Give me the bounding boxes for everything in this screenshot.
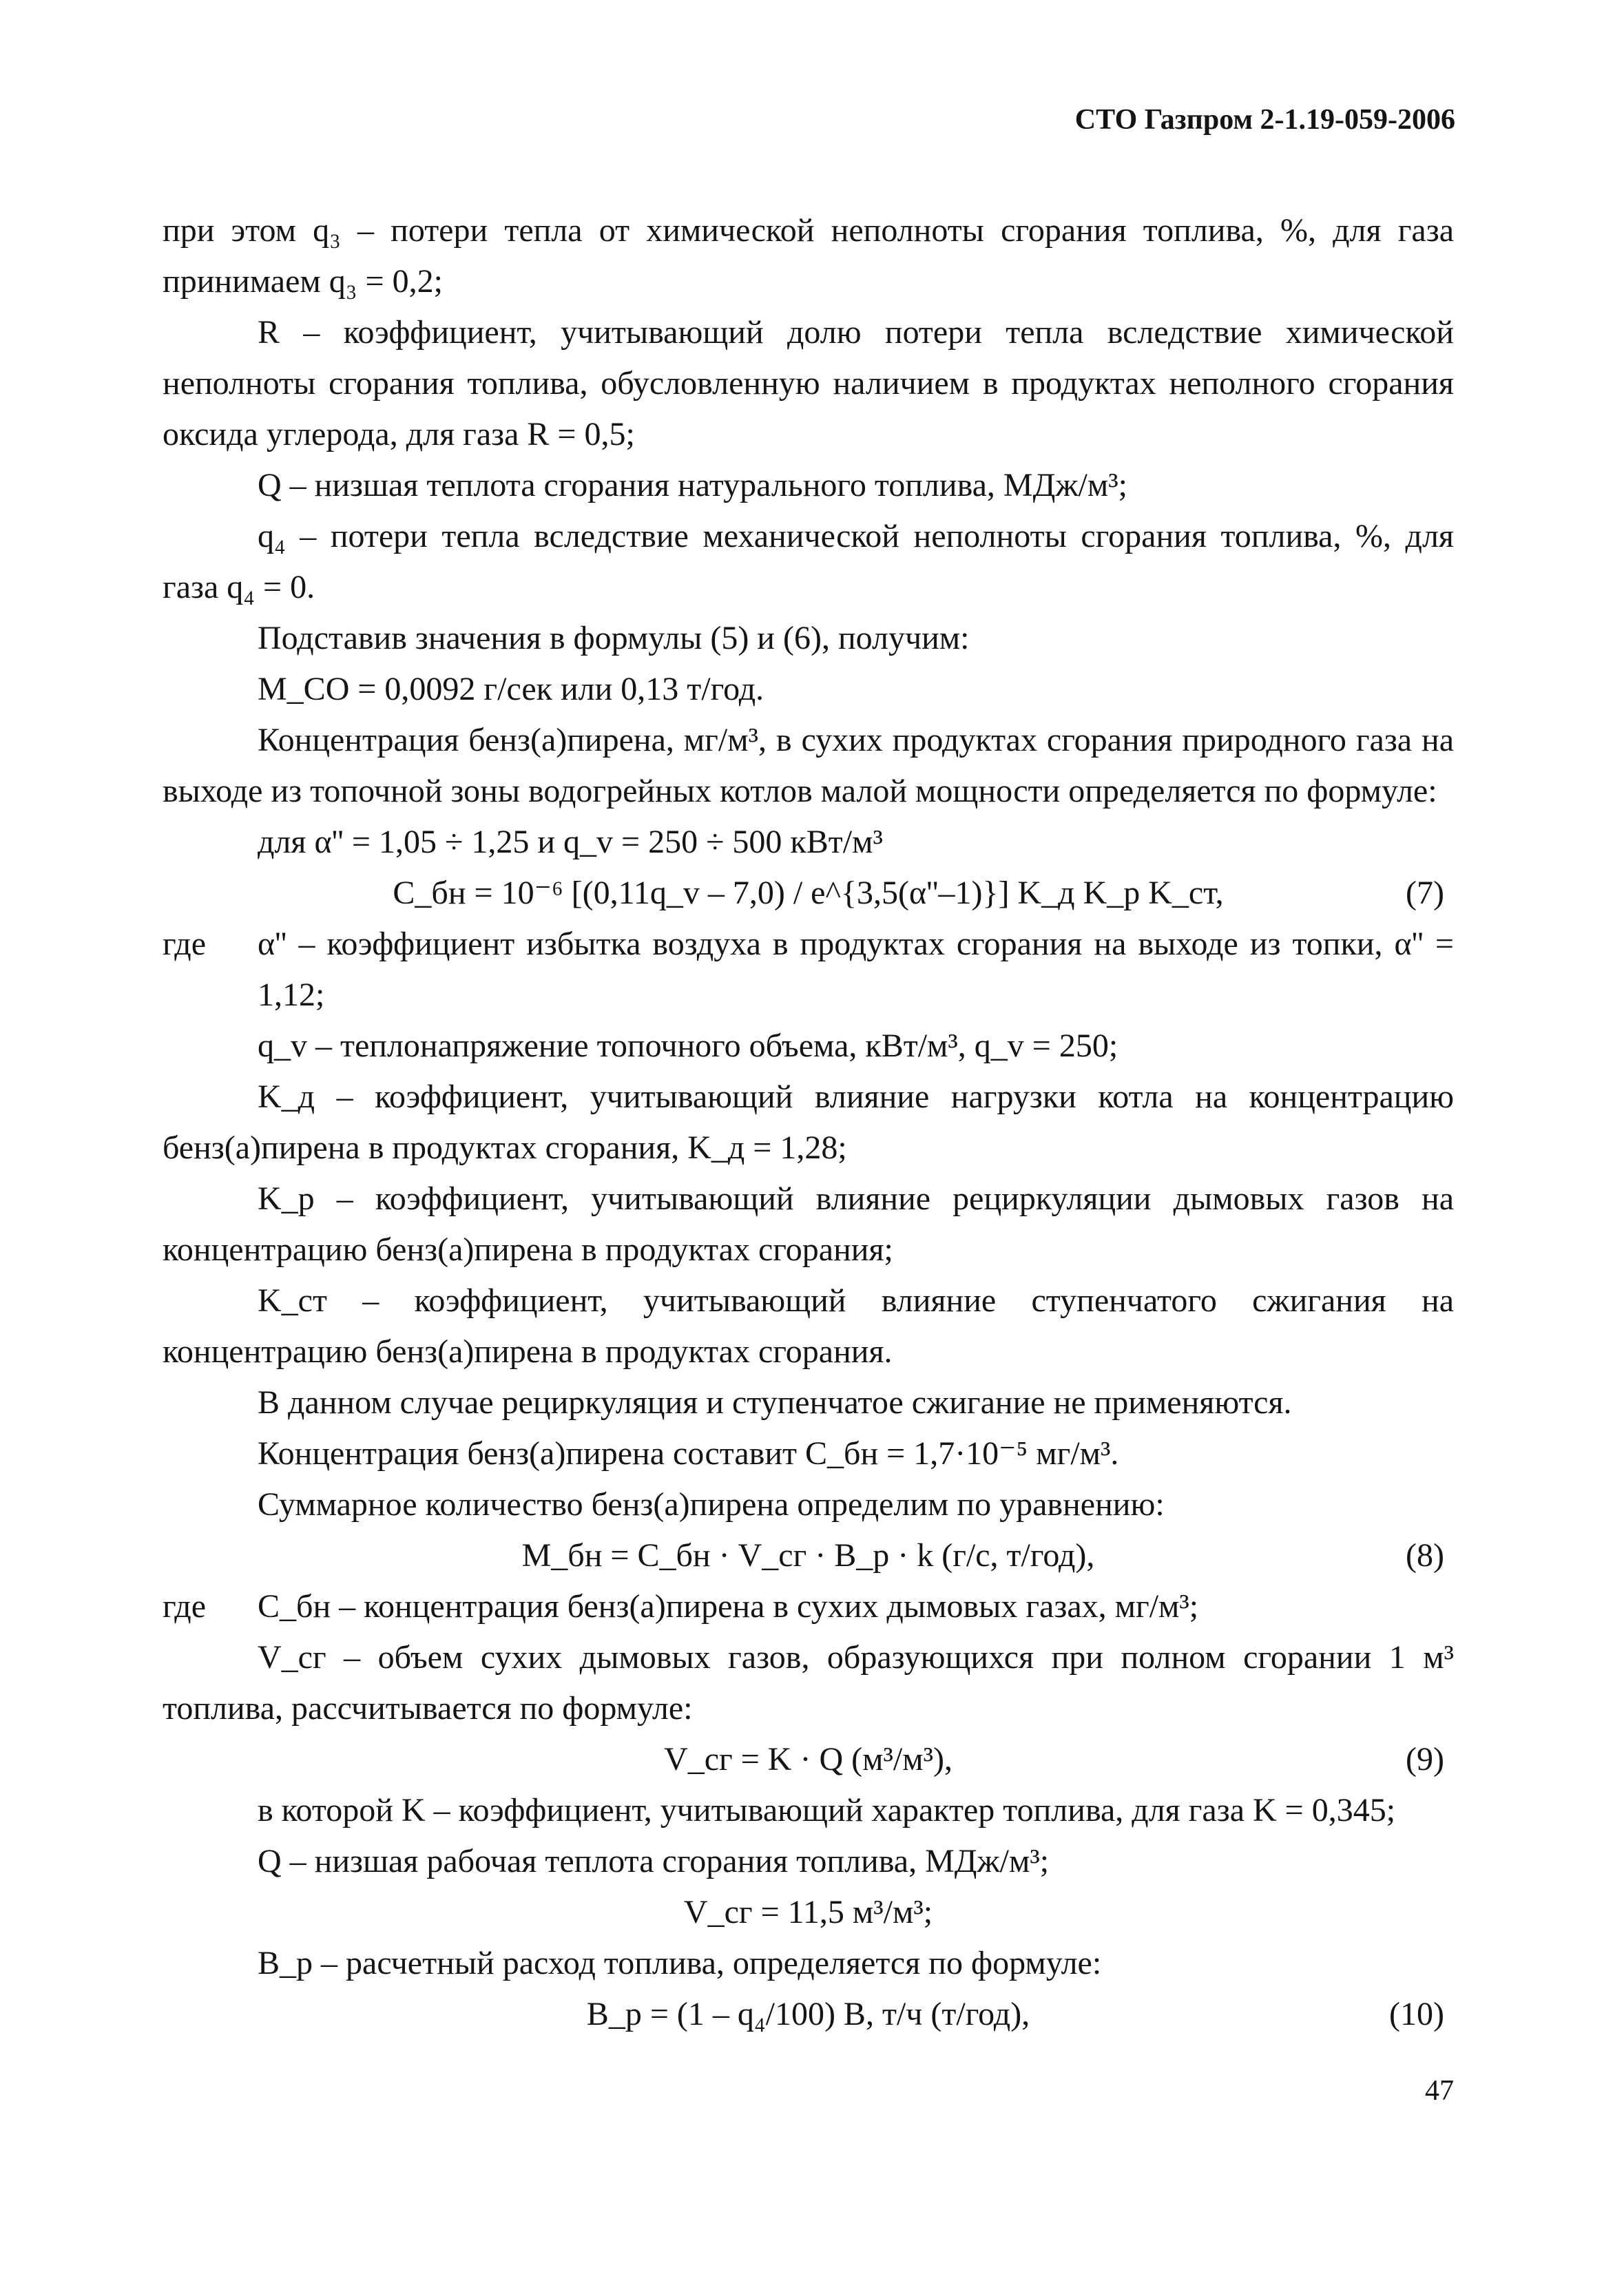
text-line: Q – низшая теплота сгорания натурального топлива, МДж/м³; bbox=[258, 467, 1127, 503]
text-line: C_бн – концентрация бенз(а)пирена в сухих дымовых газах, мг/м³; bbox=[258, 1588, 1199, 1625]
page-header: СТО Газпром 2-1.19-059-2006 bbox=[1074, 104, 1455, 136]
definition-line bbox=[163, 1581, 1454, 1632]
text-line: K_д – коэффициент, учитывающий влияние нагрузки котла на концентрацию бенз(а)пирена в продуктах сгорания, K_д = 1,28; bbox=[163, 1078, 1454, 1166]
text-line: α'' – коэффициент избытка воздуха в продуктах сгорания на выходе из топки, α'' = 1,12; bbox=[258, 926, 1454, 1013]
text-line: В данном случае рециркуляция и ступенчатое сжигание не применяются. bbox=[258, 1384, 1292, 1421]
equation-number: (8) bbox=[1406, 1537, 1444, 1574]
text-line: K_ст – коэффициент, учитывающий влияние ступенчатого сжигания на концентрацию бенз(а)пирена в продуктах сгорания. bbox=[163, 1282, 1454, 1370]
where-label: где bbox=[163, 1588, 207, 1625]
formula-9-result bbox=[163, 1887, 1454, 1938]
formula-8 bbox=[163, 1530, 1454, 1581]
text-line: для α'' = 1,05 ÷ 1,25 и q_v = 250 ÷ 500 кВт/м³ bbox=[258, 824, 883, 860]
formula-10 bbox=[163, 1989, 1454, 2040]
formula-7 bbox=[163, 868, 1454, 919]
text-line: Концентрация бенз(а)пирена составит C_бн = 1,7·10⁻⁵ мг/м³. bbox=[258, 1435, 1119, 1472]
text-line: Суммарное количество бенз(а)пирена определим по уравнению: bbox=[258, 1486, 1165, 1523]
text-line: Q – низшая рабочая теплота сгорания топлива, МДж/м³; bbox=[258, 1843, 1050, 1879]
text-line: при этом q₃ – потери тепла от химической неполноты сгорания топлива, %, для газа принимаем q₃ = 0,2; bbox=[163, 212, 1454, 300]
formula-text: B_р = (1 – q₄/100) B, т/ч (т/год), bbox=[586, 1996, 1030, 2032]
text-line: q_v – теплонапряжение топочного объема, кВт/м³, q_v = 250; bbox=[258, 1028, 1118, 1064]
equation-number: (7) bbox=[1406, 875, 1444, 911]
text-line: в которой K – коэффициент, учитывающий характер топлива, для газа K = 0,345; bbox=[258, 1792, 1396, 1828]
formula-text: C_бн = 10⁻⁶ [(0,11q_v – 7,0) / e^{3,5(α''–1)}] K_д K_р K_ст, bbox=[393, 875, 1224, 911]
equation-number: (10) bbox=[1389, 1996, 1444, 2032]
formula-text: M_бн = C_бн · V_сг · B_р · k (г/с, т/год), bbox=[521, 1537, 1095, 1574]
definition-line bbox=[163, 919, 1454, 1021]
where-label: где bbox=[163, 926, 207, 962]
text-line: B_р – расчетный расход топлива, определяется по формуле: bbox=[258, 1945, 1102, 1981]
text-line: q₄ – потери тепла вследствие механической неполноты сгорания топлива, %, для газа q₄ = 0. bbox=[163, 518, 1454, 605]
text-line: R – коэффициент, учитывающий долю потери тепла вследствие химической неполноты сгорания топлива, обусловленную наличием в продуктах неполного сгорания оксида углерода, для газа R = 0,5; bbox=[163, 314, 1454, 452]
page-number: 47 bbox=[1425, 2075, 1454, 2107]
document-body bbox=[163, 205, 1454, 2040]
text-line: Концентрация бенз(а)пирена, мг/м³, в сухих продуктах сгорания природного газа на выходе из топочной зоны водогрейных котлов малой мощности определяется по формуле: bbox=[163, 722, 1454, 809]
formula-text: V_сг = 11,5 м³/м³; bbox=[683, 1894, 933, 1930]
formula-text: V_сг = K · Q (м³/м³), bbox=[664, 1741, 952, 1778]
text-line: Подставив значения в формулы (5) и (6), получим: bbox=[258, 620, 970, 656]
equation-number: (9) bbox=[1406, 1741, 1444, 1778]
text-line: M_CO = 0,0092 г/сек или 0,13 т/год. bbox=[258, 671, 764, 707]
text-line: K_р – коэффициент, учитывающий влияние рециркуляции дымовых газов на концентрацию бенз(а)пирена в продуктах сгорания; bbox=[163, 1180, 1454, 1268]
formula-9 bbox=[163, 1734, 1454, 1785]
text-line: V_сг – объем сухих дымовых газов, образующихся при полном сгорании 1 м³ топлива, рассчитывается по формуле: bbox=[163, 1639, 1454, 1727]
